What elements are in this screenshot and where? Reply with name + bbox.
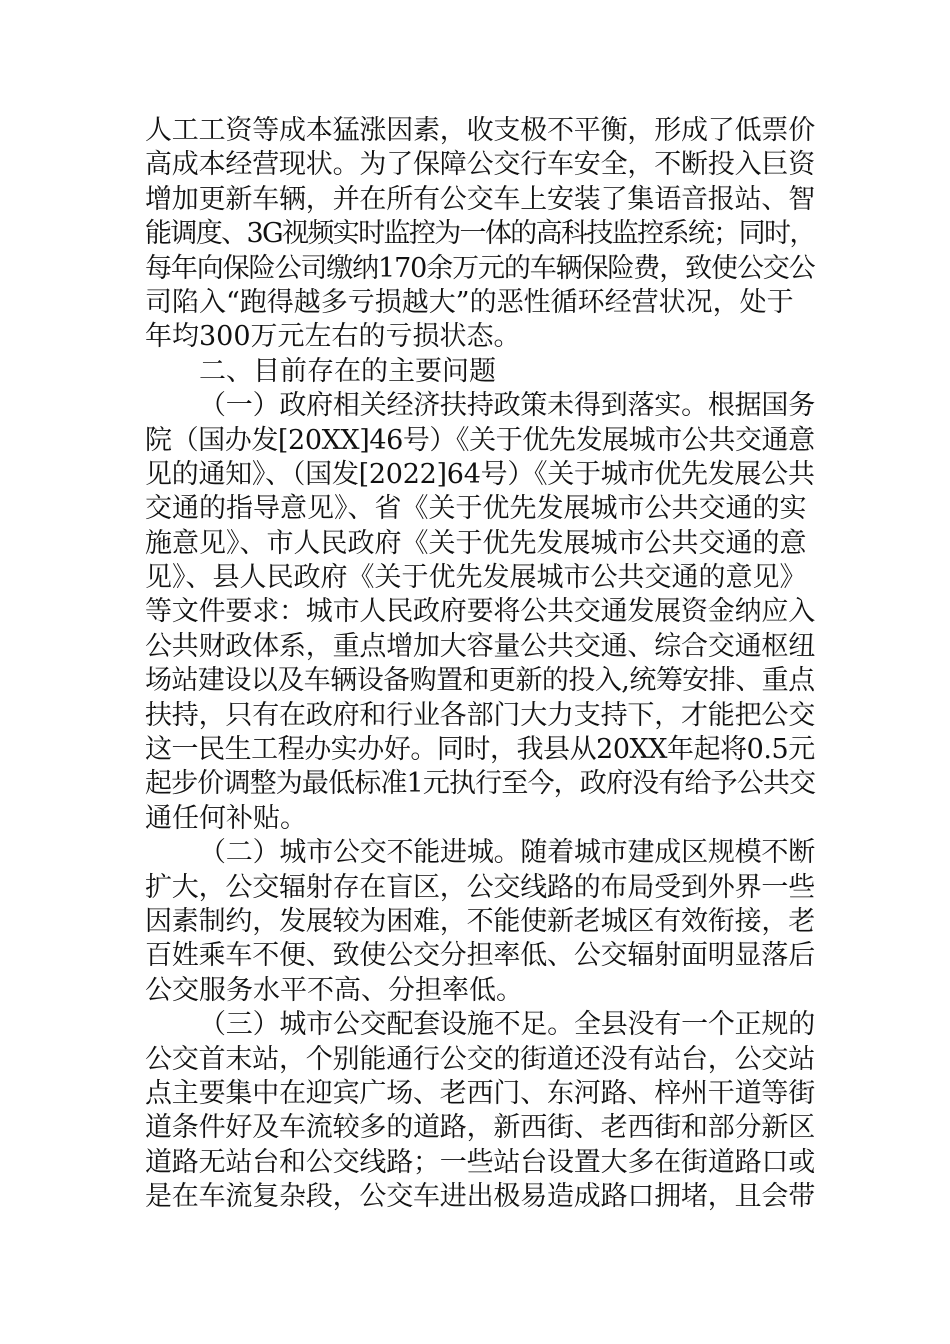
text-line: 公交首末站，个别能通行公交的街道还没有站台，公交站 [145, 1043, 815, 1075]
text-line: 见的通知》、（国发[2022]64号）《关于城市优先发展公共 [145, 458, 815, 490]
text-line: 这一民生工程办实办好。同时，我县从20XX年起将0.5元 [145, 734, 815, 766]
text-line: 每年向保险公司缴纳170余万元的车辆保险费，致使公交公 [145, 252, 815, 284]
text-line: 起步价调整为最低标准1元执行至今，政府没有给予公共交 [145, 768, 816, 800]
paragraph-start-line: （二）城市公交不能进城。随着城市建成区规模不断 [199, 837, 815, 869]
text-line: 公交服务水平不高、分担率低。 [145, 974, 523, 1006]
text-line: 通任何补贴。 [145, 802, 307, 834]
text-line: 等文件要求：城市人民政府要将公共交通发展资金纳应入 [145, 596, 815, 628]
text-line: 交通的指导意见》、省《关于优先发展城市公共交通的实 [145, 493, 807, 525]
text-line: 道路无站台和公交线路；一些站台设置大多在街道路口或 [145, 1146, 815, 1178]
text-line: 增加更新车辆，并在所有公交车上安装了集语音报站、智 [145, 183, 815, 215]
section-heading: 二、目前存在的主要问题 [199, 355, 496, 387]
paragraph-start-line: （一）政府相关经济扶持政策未得到落实。根据国务 [199, 390, 815, 422]
text-line: 是在车流复杂段，公交车进出极易造成路口拥堵，且会带 [145, 1181, 815, 1213]
text-line: 公共财政体系，重点增加大容量公共交通、综合交通枢纽 [145, 630, 815, 662]
text-line: 点主要集中在迎宾广场、老西门、东河路、梓州干道等街 [145, 1077, 815, 1109]
paragraph-start-line: （三）城市公交配套设施不足。全县没有一个正规的 [199, 1009, 815, 1041]
text-line: 院（国办发[20XX]46号）《关于优先发展城市公共交通意 [145, 424, 815, 456]
text-line: 年均300万元左右的亏损状态。 [145, 321, 521, 353]
document-body [145, 114, 815, 1215]
text-line: 扶持，只有在政府和行业各部门大力支持下，才能把公交 [145, 699, 815, 731]
text-line: 司陷入“跑得越多亏损越大”的恶性循环经营状况，处于 [145, 286, 794, 318]
text-line: 高成本经营现状。为了保障公交行车安全，不断投入巨资 [145, 149, 815, 181]
text-line: 因素制约，发展较为困难，不能使新老城区有效衔接，老 [145, 905, 815, 937]
text-line: 道条件好及车流较多的道路，新西街、老西街和部分新区 [145, 1112, 815, 1144]
text-line: 见》、县人民政府《关于优先发展城市公共交通的意见》 [145, 562, 807, 594]
text-line: 百姓乘车不便、致使公交分担率低、公交辐射面明显落后 [145, 940, 815, 972]
text-line: 人工工资等成本猛涨因素，收支极不平衡，形成了低票价 [145, 115, 815, 146]
text-line: 能调度、3G视频实时监控为一体的高科技监控系统；同时， [145, 218, 815, 250]
text-line: 施意见》、市人民政府《关于优先发展城市公共交通的意 [145, 527, 807, 559]
text-line: 场站建设以及车辆设备购置和更新的投入,统筹安排、重点 [145, 665, 815, 697]
text-line: 扩大，公交辐射存在盲区，公交线路的布局受到外界一些 [145, 871, 815, 903]
